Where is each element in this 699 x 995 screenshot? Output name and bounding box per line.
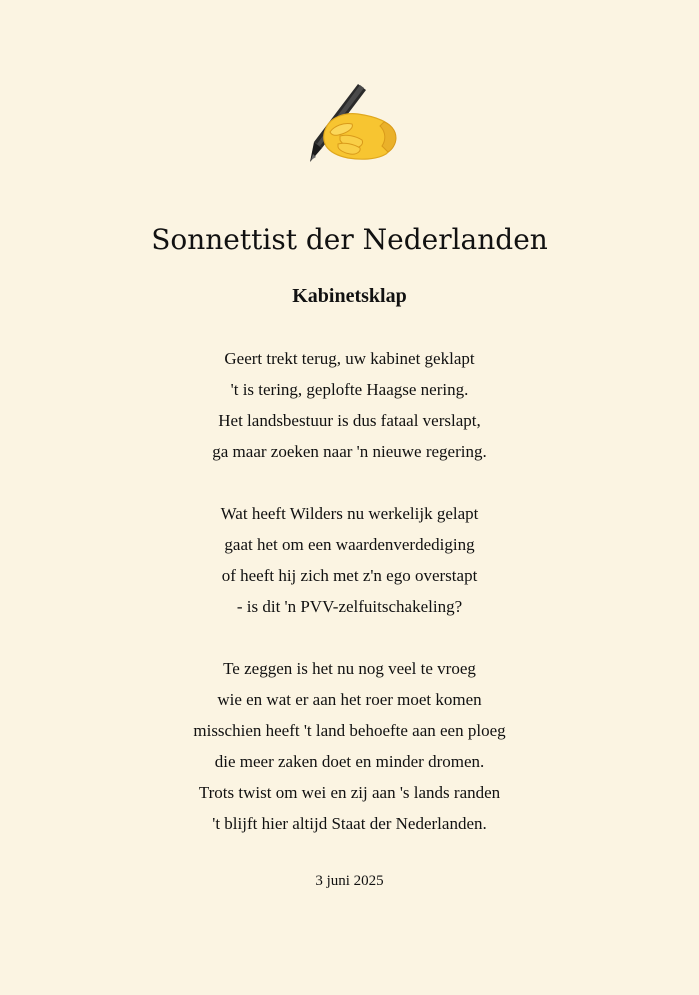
poem-line: Te zeggen is het nu nog veel te vroeg bbox=[223, 659, 476, 678]
poem-line: Trots twist om wei en zij aan 's lands randen bbox=[198, 783, 501, 802]
poem-line: 't is tering, geplofte Haagse nering. bbox=[230, 380, 469, 399]
poem-line: Geert trekt terug, uw kabinet geklapt bbox=[224, 349, 475, 368]
poem-line: - is dit 'n PVV-zelfuitschakeling? bbox=[236, 597, 463, 616]
poem-line: Het landsbestuur is dus fataal verslapt, bbox=[218, 411, 481, 430]
stanza-1 bbox=[0, 343, 699, 467]
poem-title: Kabinetsklap bbox=[292, 285, 407, 307]
writing-hand-icon bbox=[300, 82, 400, 168]
poem-line: die meer zaken doet en minder dromen. bbox=[214, 752, 485, 771]
poem-line: Wat heeft Wilders nu werkelijk gelapt bbox=[220, 504, 479, 523]
stanza-3 bbox=[0, 653, 699, 839]
poem-line: of heeft hij zich met z'n ego overstapt bbox=[221, 566, 478, 585]
stanza-2 bbox=[0, 498, 699, 622]
poem-line: wie en wat er aan het roer moet komen bbox=[217, 690, 482, 709]
poem-date: 3 juni 2025 bbox=[315, 873, 384, 889]
poem-line: misschien heeft 't land behoefte aan een ploeg bbox=[193, 721, 506, 740]
poem-line: gaat het om een waardenverdediging bbox=[224, 535, 475, 554]
site-title: Sonnettist der Nederlanden bbox=[151, 223, 548, 256]
poem-line: 't blijft hier altijd Staat der Nederlanden. bbox=[212, 814, 487, 833]
poem-line: ga maar zoeken naar 'n nieuwe regering. bbox=[212, 442, 487, 461]
